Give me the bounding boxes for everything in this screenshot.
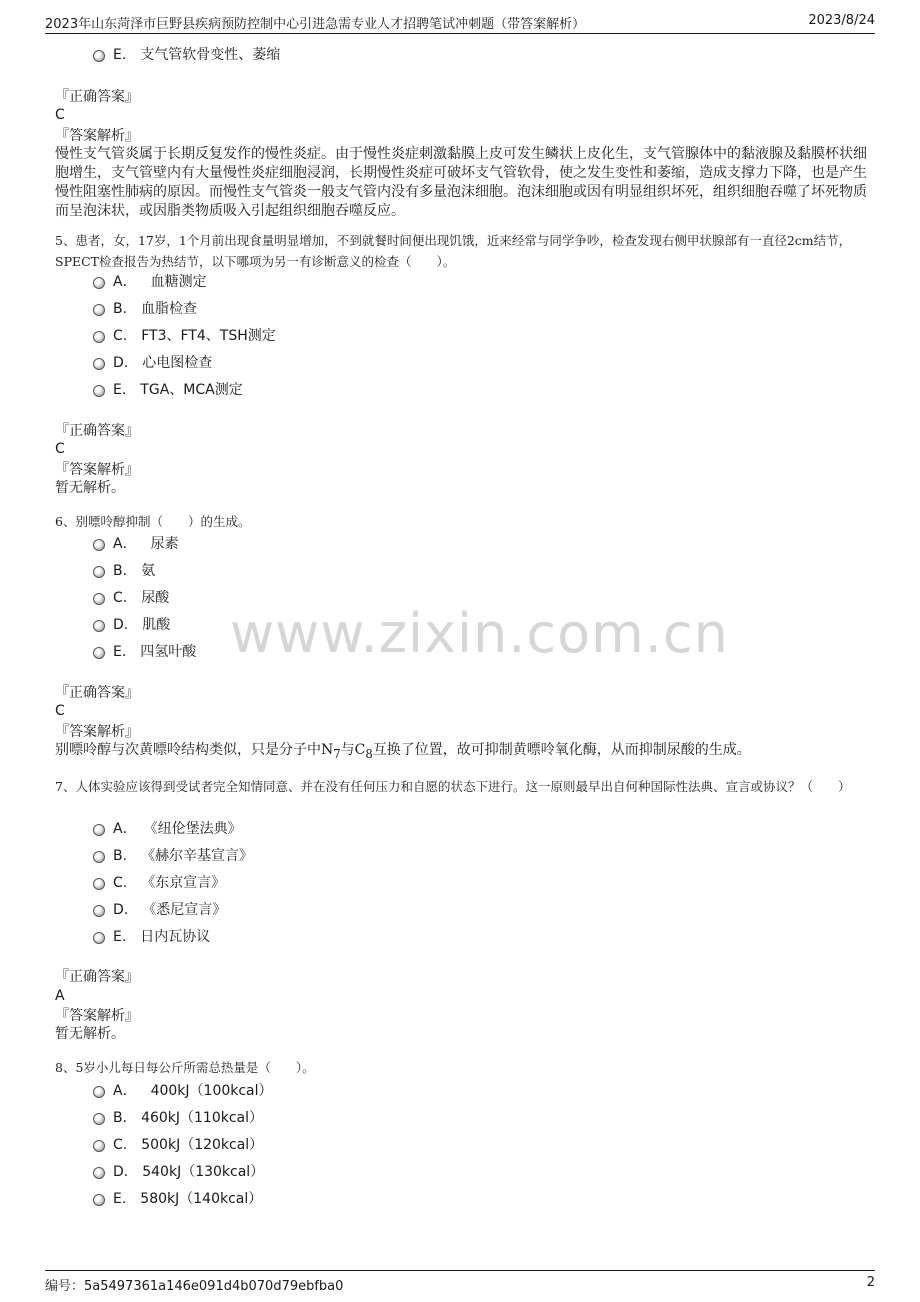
q6-correct-label: 『正确答案』 <box>55 685 139 701</box>
radio-icon[interactable] <box>93 358 105 370</box>
q6-analysis-label: 『答案解析』 <box>55 724 139 740</box>
q7-option-e[interactable]: E. 日内瓦协议 <box>93 927 210 947</box>
q5-analysis-text: 暂无解析。 <box>55 480 125 496</box>
radio-icon[interactable] <box>93 539 105 551</box>
radio-icon[interactable] <box>93 851 105 863</box>
q6-analysis-text: 别嘌呤醇与次黄嘌呤结构类似，只是分子中$N_7$与$C_8$互换了位置，故可抑制黄嘌呤氧化酶，从而抑制尿酸的生成。 <box>55 742 751 761</box>
radio-icon[interactable] <box>93 566 105 578</box>
radio-icon[interactable] <box>93 647 105 659</box>
radio-icon[interactable] <box>93 50 105 62</box>
q7-answer: A <box>55 988 65 1004</box>
radio-icon[interactable] <box>93 277 105 289</box>
q4-option-e[interactable]: E. 支气管软骨变性、萎缩 <box>93 45 280 65</box>
radio-icon[interactable] <box>93 304 105 316</box>
q4-answer: C <box>55 107 65 123</box>
q7-analysis-label: 『答案解析』 <box>55 1008 139 1024</box>
q4-correct-label: 『正确答案』 <box>55 89 139 105</box>
radio-icon[interactable] <box>93 1194 105 1206</box>
q6-option-b[interactable]: B. 氨 <box>93 561 155 581</box>
q5-question: 5、患者，女，17岁，1个月前出现食量明显增加，不到就餐时间便出现饥饿，近来经常与同学争吵，检查发现右侧甲状腺部有一直径2cm结节，SPECT检查报告为热结节，以下哪项为另一有诊断意义的检查（ ）。 <box>55 233 852 269</box>
q6-option-d[interactable]: D. 肌酸 <box>93 615 170 635</box>
page-header <box>45 13 875 34</box>
q4-analysis-text: 慢性支气管炎属于长期反复发作的慢性炎症。由于慢性炎症刺激黏膜上皮可发生鳞状上皮化生，支气管腺体中的黏液腺及黏膜杯状细胞增生，支气管壁内有大量慢性炎症细胞浸润，长期慢性炎症可破坏支气管软骨，使之发生变性和萎缩，造成支撑力下降，也是产生慢性阻塞性肺病的原因。而慢性支气管炎一般支气管内没有多量泡沫细胞。泡沫细胞或因有明显组织坏死，组织细胞吞噬了坏死物质而呈泡沫状，或因脂类物质吸入引起组织细胞吞噬反应。 <box>55 146 867 219</box>
q6-option-c[interactable]: C. 尿酸 <box>93 588 169 608</box>
q5-correct-label: 『正确答案』 <box>55 423 139 439</box>
q6-answer: C <box>55 703 65 719</box>
q7-analysis-text: 暂无解析。 <box>55 1026 125 1042</box>
radio-icon[interactable] <box>93 1167 105 1179</box>
q6-question: 6、别嘌呤醇抑制（ ）的生成。 <box>55 514 251 529</box>
q8-option-a[interactable]: A． 400kJ（100kcal） <box>93 1081 273 1101</box>
q5-option-d[interactable]: D. 心电图检查 <box>93 353 212 373</box>
q7-option-d[interactable]: D. 《悉尼宣言》 <box>93 900 226 920</box>
q5-answer: C <box>55 441 65 457</box>
q5-option-c[interactable]: C. FT3、FT4、TSH测定 <box>93 326 276 346</box>
watermark: www.zixin.com.cn <box>230 602 729 665</box>
q4-analysis-label: 『答案解析』 <box>55 128 139 144</box>
q5-analysis-label: 『答案解析』 <box>55 462 139 478</box>
radio-icon[interactable] <box>93 1086 105 1098</box>
q7-option-a[interactable]: A． 《纽伦堡法典》 <box>93 819 242 839</box>
page-footer <box>45 1270 875 1293</box>
q5-option-e[interactable]: E. TGA、MCA测定 <box>93 380 243 400</box>
radio-icon[interactable] <box>93 824 105 836</box>
q7-correct-label: 『正确答案』 <box>55 969 139 985</box>
q6-option-e[interactable]: E. 四氢叶酸 <box>93 642 196 662</box>
radio-icon[interactable] <box>93 620 105 632</box>
page-number: 2 <box>866 1275 875 1290</box>
q8-question: 8、5岁小儿每日每公斤所需总热量是（ ）。 <box>55 1060 315 1075</box>
radio-icon[interactable] <box>93 385 105 397</box>
radio-icon[interactable] <box>93 593 105 605</box>
radio-icon[interactable] <box>93 878 105 890</box>
q7-option-b[interactable]: B. 《赫尔辛基宣言》 <box>93 846 253 866</box>
document-code: 编号：5a5497361a146e091d4b070d79ebfba0 <box>45 1279 344 1294</box>
radio-icon[interactable] <box>93 932 105 944</box>
q7-option-c[interactable]: C. 《东京宣言》 <box>93 873 225 893</box>
radio-icon[interactable] <box>93 905 105 917</box>
q6-option-a[interactable]: A． 尿素 <box>93 534 179 554</box>
q5-option-a[interactable]: A． 血糖测定 <box>93 272 207 292</box>
q5-option-b[interactable]: B. 血脂检查 <box>93 299 197 319</box>
document-date: 2023/8/24 <box>808 13 875 28</box>
radio-icon[interactable] <box>93 1140 105 1152</box>
radio-icon[interactable] <box>93 331 105 343</box>
document-title: 2023年山东菏泽市巨野县疾病预防控制中心引进急需专业人才招聘笔试冲刺题（带答案解析） <box>45 17 586 32</box>
q8-option-b[interactable]: B. 460kJ（110kcal） <box>93 1108 263 1128</box>
q8-option-d[interactable]: D. 540kJ（130kcal） <box>93 1162 264 1182</box>
q8-option-e[interactable]: E. 580kJ（140kcal） <box>93 1189 262 1209</box>
radio-icon[interactable] <box>93 1113 105 1125</box>
q7-question: 7、人体实验应该得到受试者完全知情同意、并在没有任何压力和自愿的状态下进行。这一原则最早出自何种国际性法典、宣言或协议？（ ） <box>55 779 851 794</box>
q8-option-c[interactable]: C. 500kJ（120kcal） <box>93 1135 263 1155</box>
